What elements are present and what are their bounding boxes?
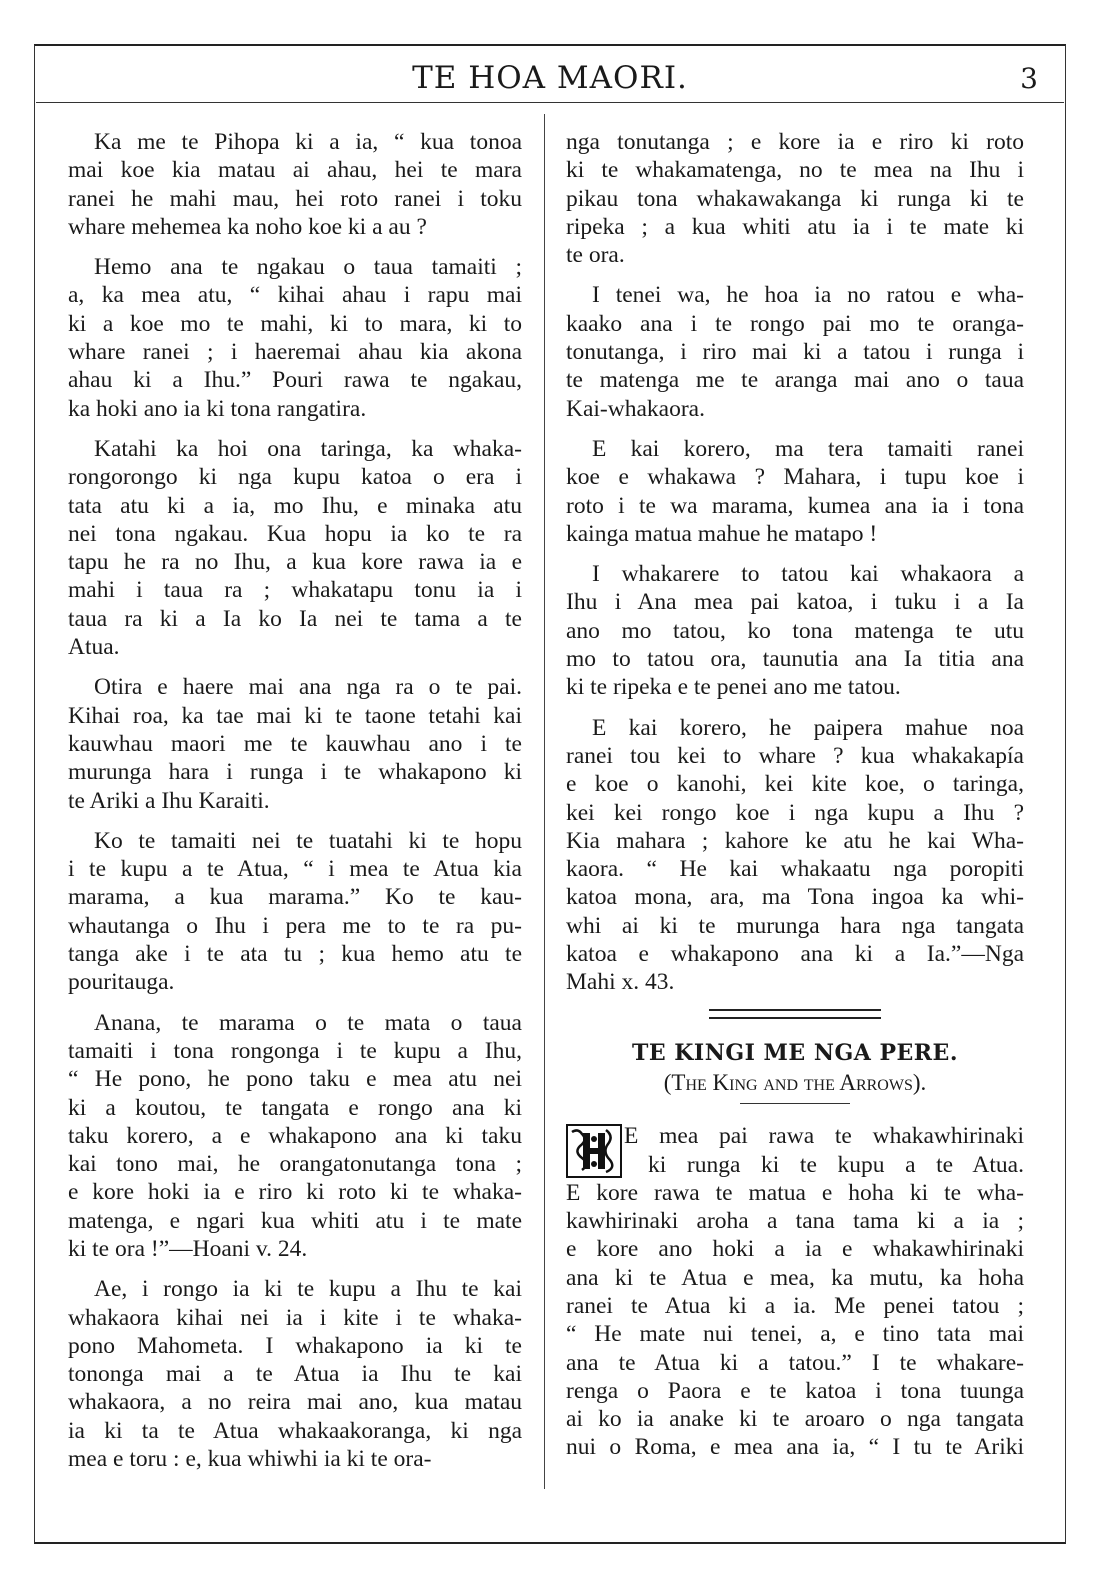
text-line: tanga ake i te ata tu ; kua hemo atu te (68, 941, 522, 968)
text-line: ki te ora !”—Hoani v. 24. (68, 1235, 308, 1262)
paragraph (68, 1009, 522, 1264)
text-line: ai ko ia anake ki te aroaro o nga tangata (566, 1406, 1024, 1433)
text-line: mai koe kia matau ai ahau, hei te mara (68, 157, 522, 184)
text-line: mo to tatou ora, taunutia ana Ia titia ana (566, 646, 1024, 673)
text-line: kei kei rongo koe i nga kupu a Ihu ? (566, 799, 1024, 826)
text-line: whi ai ki te murunga hara nga tangata (566, 912, 1024, 939)
paragraph (68, 128, 522, 241)
text-line: E kore rawa te matua e hoha ki te wha- (566, 1179, 1024, 1206)
right-column-paragraphs (566, 128, 1024, 997)
text-line: renga o Paora e te katoa i tona tuunga (566, 1377, 1024, 1404)
text-line: pouritauga. (68, 969, 175, 996)
page-number: 3 (1020, 62, 1038, 95)
left-column (68, 128, 522, 1485)
text-line: te matenga me te aranga mai ano o taua (566, 367, 1024, 394)
text-line: ki runga ki te kupu a te Atua. (648, 1151, 1024, 1178)
paragraph (566, 435, 1024, 548)
text-line: mea e toru : e, kua whiwhi ia ki te ora- (68, 1446, 432, 1473)
text-line: ahau ki a Ihu.” Pouri rawa te ngakau, (68, 367, 522, 394)
text-line: Ka me te Pihopa ki a ia, “ kua tonoa (94, 129, 522, 155)
text-line: taua ra ki a Ia ko Ia nei te tama a te (68, 605, 522, 632)
text-line: kawhirinaki aroha a tana tama ki a ia ; (566, 1208, 1024, 1235)
paragraph (68, 1275, 522, 1473)
text-line: whakaora, a no reira mai ano, kua matau (68, 1389, 522, 1416)
paragraph (566, 714, 1024, 997)
text-line: matenga, e ngari kua whiti atu i te mate (68, 1207, 522, 1234)
text-line: ano mo tatou, ko tona matenga te utu (566, 617, 1024, 644)
text-line: e kore hoki ia e riro ki roto ki te whaka- (68, 1179, 522, 1206)
text-line: rongorongo ki nga kupu katoa o era i (68, 464, 522, 491)
paragraph (566, 281, 1024, 422)
text-line: Anana, te marama o te mata o taua (94, 1009, 522, 1036)
paragraph (68, 435, 522, 661)
text-line: katoa mona, ara, ma Tona ingoa ka whi- (566, 884, 1024, 911)
article-heading: TE KINGI ME NGA PERE. (632, 1039, 958, 1066)
text-line: e kore ano hoki a ia e whakawhirinaki (566, 1236, 1024, 1263)
paragraph (566, 128, 1024, 269)
text-line: ki a koutou, te tangata e rongo ana ki (68, 1094, 522, 1121)
text-line: nui o Roma, e mea ana ia, “ I tu te Ariki (566, 1434, 1024, 1461)
running-header (36, 56, 1064, 103)
double-rule (709, 1009, 881, 1019)
text-line: I tenei wa, he hoa ia no ratou e wha- (592, 282, 1024, 309)
text-line: ana ki te Atua e mea, ka mutu, ka hoha (566, 1264, 1024, 1291)
text-line: Kai-whakaora. (566, 395, 705, 422)
paragraph (566, 560, 1024, 701)
text-line: Ko te tamaiti nei te tuatahi ki te hopu (94, 827, 522, 854)
text-line: whare ranei ; i haeremai ahau kia akona (68, 339, 522, 366)
short-rule (740, 1103, 850, 1104)
text-line: kauwhau maori me te kauwhau ano i te (68, 730, 522, 757)
text-line: mahi i taua ra ; whakatapu tonu ia i (68, 577, 522, 604)
text-line: Ihu i Ana mea pai katoa, i tuku i a Ia (566, 589, 1024, 616)
text-line: nga tonutanga ; e kore ia e riro ki roto (566, 129, 1024, 155)
column-divider (544, 114, 545, 1489)
article-text (566, 1122, 1024, 1462)
decorative-initial-icon (566, 1124, 622, 1178)
text-line: kai tono mai, he orangatonutanga tona ; (68, 1151, 522, 1178)
text-line: “ He pono, he pono taku e mea atu nei (68, 1066, 522, 1093)
text-line: i te kupu a te Atua, “ i mea te Atua kia (68, 856, 522, 883)
text-line: te Ariki a Ihu Karaiti. (68, 787, 270, 814)
text-line: E mea pai rawa te whakawhirinaki (624, 1123, 1024, 1150)
article-subheading-text: (The King and the Arrows). (663, 1069, 927, 1095)
text-line: Otira e haere mai ana nga ra o te pai. (94, 674, 522, 701)
text-line: whautanga o Ihu i pera me to te ra pu- (68, 912, 522, 939)
text-line: ranei te Atua ki a ia. Me penei tatou ; (566, 1292, 1024, 1319)
text-line: tonutanga, i riro mai ki a tatou i runga i (566, 339, 1024, 366)
text-line: a, ka mea atu, “ kihai ahau i rapu mai (68, 282, 522, 309)
text-line: pono Mahometa. I whakapono ia ki te (68, 1332, 522, 1359)
text-line: tamaiti i tona rongonga i te kupu a Ihu, (68, 1037, 522, 1064)
text-line: ranei tou kei to whare ? kua whakakapía (566, 742, 1024, 769)
text-line: taku korero, a e whakapono ana ki taku (68, 1122, 522, 1149)
text-line: kainga matua mahue he matapo ! (566, 520, 878, 547)
text-line: ki a koe mo te mahi, ki to mara, ki to (68, 310, 522, 337)
text-line: Atua. (68, 634, 120, 661)
text-line: Mahi x. 43. (566, 969, 675, 996)
text-line: te ora. (566, 242, 625, 269)
paragraph (68, 673, 522, 814)
text-line: E kai korero, he paipera mahue noa (592, 714, 1024, 741)
right-column (566, 128, 1024, 1462)
article-subheading (566, 1069, 1024, 1097)
text-line: Kihai roa, ka tae mai ki te taone tetahi kai (68, 702, 522, 729)
text-line: kaako ana i te rongo pai mo te oranga- (566, 310, 1024, 337)
text-line: ana te Atua ki a tatou.” I te whakare- (566, 1349, 1024, 1376)
text-line: murunga hara i runga i te whakapono ki (68, 759, 522, 786)
article-body (566, 1122, 1024, 1462)
text-line: ripeka ; a kua whiti atu ia i te mate ki (566, 213, 1024, 240)
text-line: nei tona ngakau. Kua hopu ia ko te ra (68, 520, 522, 547)
text-line: tononga mai a te Atua ia Ihu te kai (68, 1361, 522, 1388)
text-line: “ He mate nui tenei, a, e tino tata mai (566, 1321, 1024, 1348)
text-line: marama, a kua marama.” Ko te kau- (68, 884, 522, 911)
text-line: Ae, i rongo ia ki te kupu a Ihu te kai (94, 1276, 522, 1303)
text-line: whare mehemea ka noho koe ki a au ? (68, 213, 427, 240)
text-line: tapu he ra no Ihu, a kua kore rawa ia e (68, 549, 522, 576)
text-line: roto i te wa marama, kumea ana ia i tona (566, 492, 1024, 519)
text-line: ki te ripeka e te penei ano me tatou. (566, 674, 901, 701)
text-line: Hemo ana te ngakau o taua tamaiti ; (94, 254, 522, 281)
text-line: Kia mahara ; kahore ke atu he kai Wha- (566, 827, 1024, 854)
text-line: katoa e whakapono ana ki a Ia.”—Nga (566, 941, 1024, 968)
text-line: ia ki ta te Atua whakaakoranga, ki nga (68, 1417, 522, 1444)
text-line: koe e whakawa ? Mahara, i tupu koe i (566, 464, 1024, 491)
paragraph (68, 827, 522, 997)
page-title: TE HOA MAORI. (412, 60, 688, 96)
text-line: tata atu ki a ia, mo Ihu, e minaka atu (68, 492, 522, 519)
text-line: I whakarere to tatou kai whakaora a (592, 561, 1024, 588)
text-line: ka hoki ano ia ki tona rangatira. (68, 395, 367, 422)
text-line: ki te whakamatenga, no te mea na Ihu i (566, 157, 1024, 184)
paragraph (68, 253, 522, 423)
text-line: E kai korero, ma tera tamaiti ranei (592, 435, 1024, 462)
text-line: Katahi ka hoi ona taringa, ka whaka- (94, 435, 522, 462)
text-line: e koe o kanohi, kei kite koe, o taringa, (566, 771, 1024, 798)
text-line: kaora. “ He kai whakaatu nga poropiti (566, 856, 1024, 883)
text-line: pikau tona whakawakanga ki runga ki te (566, 185, 1024, 212)
text-line: ranei he mahi mau, hei roto ranei i toku (68, 185, 522, 212)
text-line: whakaora kihai nei ia i kite i te whaka- (68, 1304, 522, 1331)
